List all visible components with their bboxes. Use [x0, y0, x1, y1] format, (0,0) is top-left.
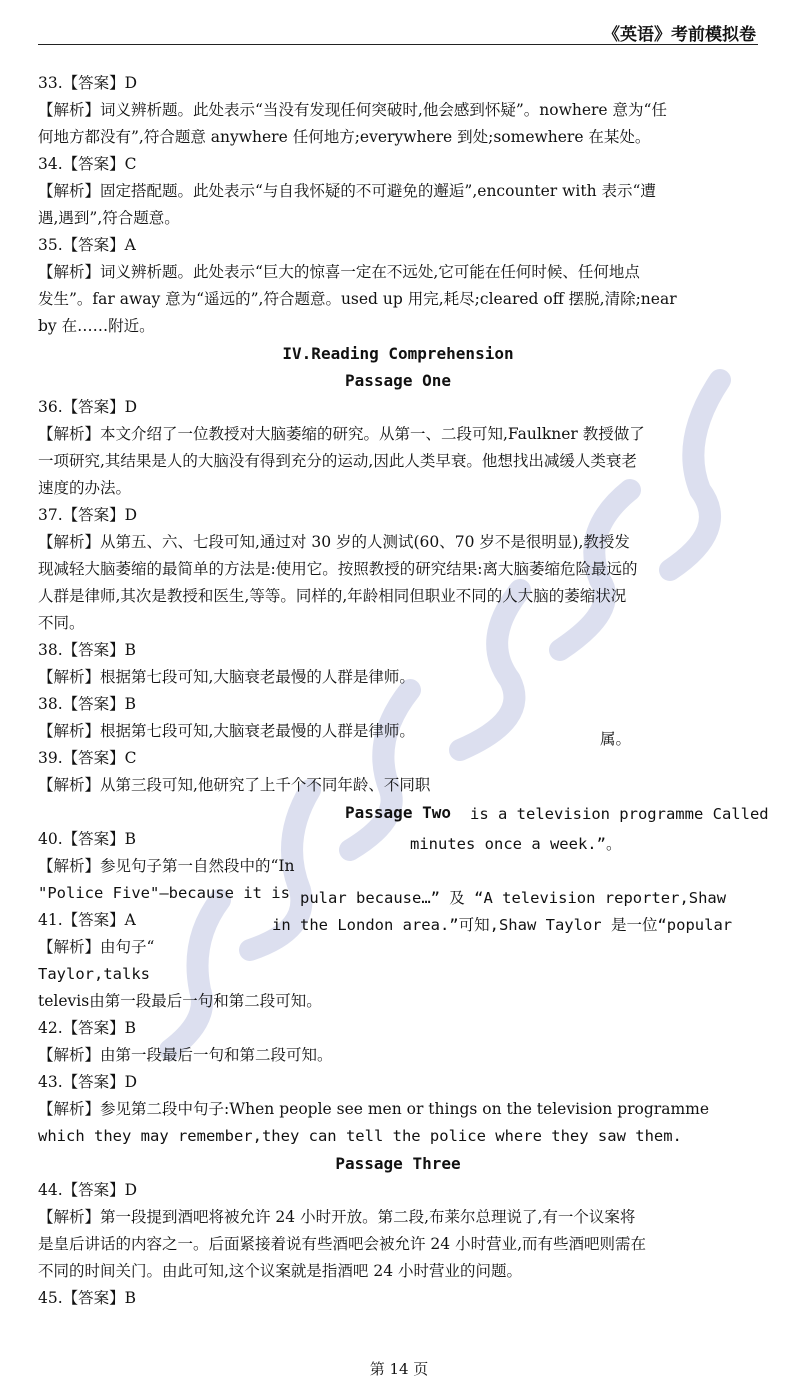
page-header — [38, 18, 758, 45]
answer-44: 44.【答案】D — [38, 1181, 138, 1199]
passage-three-heading: Passage Three — [335, 1154, 461, 1173]
analysis-40-cont: "Police Five"—because it is — [38, 884, 290, 902]
answer-38: 38.【答案】B — [38, 641, 137, 659]
analysis-40: 【解析】参见句子第一自然段中的“In — [38, 857, 295, 875]
analysis-37-cont: 现减轻大脑萎缩的最简单的方法是:使用它。按照教授的研究结果:离大脑萎缩危险最远的 — [38, 560, 638, 578]
answer-43: 43.【答案】D — [38, 1073, 138, 1091]
analysis-41-cont: Taylor,talks — [38, 965, 150, 983]
analysis-39: 【解析】从第三段可知,他研究了上千个不同年龄、不同职 — [38, 776, 431, 794]
analysis-37: 【解析】从第五、六、七段可知,通过对 30 岁的人测试(60、70 岁不是很明显),教授发 — [38, 533, 630, 551]
analysis-44: 【解析】第一段提到酒吧将被允许 24 小时开放。第二段,布莱尔总理说了,有一个议案将 — [38, 1208, 636, 1226]
analysis-37-end: 不同。 — [38, 614, 85, 632]
analysis-33-cont: 何地方都没有”,符合题意 anywhere 任何地方;everywhere 到处;somewhere 在某处。 — [38, 128, 651, 146]
analysis-43-cont: which they may remember,they can tell the police where they saw them. — [38, 1127, 682, 1145]
answer-34: 34.【答案】C — [38, 155, 137, 173]
analysis-34: 【解析】固定搭配题。此处表示“与自我怀疑的不可避免的邂逅”,encounter with 表示“遭 — [38, 182, 656, 200]
answer-36: 36.【答案】D — [38, 398, 138, 416]
analysis-35-cont: 发生”。far away 意为“遥远的”,符合题意。used up 用完,耗尽;cleared off 摆脱,清除;near — [38, 290, 677, 308]
analysis-42: 【解析】由第一段最后一句和第二段可知。 — [38, 1046, 333, 1064]
analysis-37-cont2: 人群是律师,其次是教授和医生,等等。同样的,年龄相同但职业不同的人大脑的萎缩状况 — [38, 587, 627, 605]
answer-33: 33.【答案】D — [38, 74, 138, 92]
analysis-36: 【解析】本文介绍了一位教授对大脑萎缩的研究。从第一、二段可知,Faulkner 教授做了 — [38, 425, 645, 443]
answer-42: 42.【答案】B — [38, 1019, 137, 1037]
analysis-44-cont: 是皇后讲话的内容之一。后面紧接着说有些酒吧会被允许 24 小时营业,而有些酒吧则需在 — [38, 1235, 647, 1253]
answer-35: 35.【答案】A — [38, 236, 136, 254]
overlap-fragment-4: pular because…” 及 “A television reporter,Shaw — [300, 889, 727, 907]
passage-one-heading: Passage One — [345, 371, 451, 390]
answer-37: 37.【答案】D — [38, 506, 138, 524]
page-number: 第 14 页 — [369, 1360, 429, 1378]
overlap-fragment-3: minutes once a week.”。 — [410, 835, 622, 853]
analysis-43: 【解析】参见第二段中句子:When people see men or things on the television programme — [38, 1100, 710, 1118]
analysis-38-dup: 【解析】根据第七段可知,大脑衰老最慢的人群是律师。 — [38, 722, 415, 740]
analysis-35-end: by 在……附近。 — [38, 317, 155, 335]
analysis-44-end: 不同的时间关门。由此可知,这个议案就是指酒吧 24 小时营业的问题。 — [38, 1262, 523, 1280]
section-heading: IV.Reading Comprehension — [282, 344, 514, 363]
answer-39: 39.【答案】C — [38, 749, 137, 767]
analysis-41: 【解析】由句子“ — [38, 938, 155, 956]
overlap-fragment-5: in the London area.”可知,Shaw Taylor 是一位“popular — [272, 916, 733, 934]
analysis-38: 【解析】根据第七段可知,大脑衰老最慢的人群是律师。 — [38, 668, 415, 686]
analysis-41-end: televis由第一段最后一句和第二段可知。 — [38, 992, 322, 1010]
analysis-33: 【解析】词义辨析题。此处表示“当没有发现任何突破时,他会感到怀疑”。nowhere 意为“任 — [38, 101, 667, 119]
analysis-36-cont: 一项研究,其结果是人的大脑没有得到充分的运动,因此人类早衰。他想找出减缓人类衰老 — [38, 452, 637, 470]
passage-two-heading: Passage Two — [345, 803, 451, 822]
document-title: 《英语》考前模拟卷 — [603, 25, 756, 45]
answer-45: 45.【答案】B — [38, 1289, 137, 1307]
answer-content — [38, 70, 758, 1312]
answer-38-dup: 38.【答案】B — [38, 695, 137, 713]
analysis-36-end: 速度的办法。 — [38, 479, 132, 497]
analysis-35: 【解析】词义辨析题。此处表示“巨大的惊喜一定在不远处,它可能在任何时候、任何地点 — [38, 263, 640, 281]
answer-40: 40.【答案】B — [38, 830, 137, 848]
answer-41: 41.【答案】A — [38, 911, 136, 929]
analysis-34-cont: 遇,遇到”,符合题意。 — [38, 209, 180, 227]
overlap-fragment-1: 属。 — [600, 730, 632, 748]
overlap-fragment-2: is a television programme Called — [470, 805, 769, 823]
